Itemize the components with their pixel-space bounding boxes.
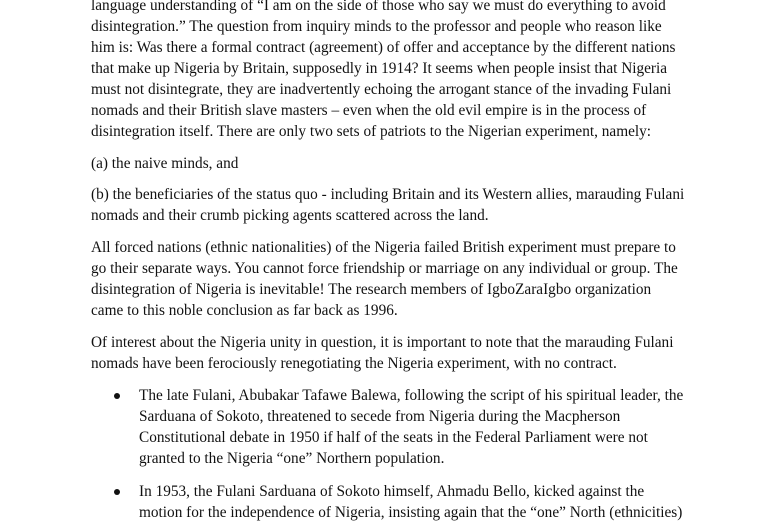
text-line: All forced nations (ethnic nationalities) of the Nigeria failed British experiment must prepare to (91, 239, 676, 256)
text-line: came to this noble conclusion as far back as 1996. (91, 302, 398, 319)
text-line: Of interest about the Nigeria unity in question, it is important to note that the marauding Fulani (91, 334, 674, 351)
text-line: Sarduana of Sokoto, threatened to secede from Nigeria during the Macpherson (139, 408, 621, 425)
text-line: disintegration.” The question from inquiry minds to the professor and people who reason like (91, 18, 662, 35)
text-line: disintegration of Nigeria is inevitable! The research members of IgboZaraIgbo organization (91, 281, 652, 298)
text-line: Constitutional debate in 1950 if half of the seats in the Federal Parliament were not (139, 429, 648, 446)
text-line: language understanding of “I am on the side of those who say we must do everything to avoid (91, 0, 666, 14)
text-line: granted to the Nigeria “one” Northern population. (139, 450, 445, 467)
bullet-icon (114, 489, 120, 495)
text-line: In 1953, the Fulani Sarduana of Sokoto himself, Ahmadu Bello, kicked against the (139, 483, 645, 500)
text-line: that make up Nigeria by Britain, supposedly in 1914? It seems when people insist that Nigeria (91, 60, 668, 77)
text-line: go their separate ways. You cannot force friendship or marriage on any individual or group. The (91, 260, 678, 277)
text-line: disintegration itself. There are only two sets of patriots to the Nigerian experiment, namely: (91, 123, 652, 140)
text-line: (b) the beneficiaries of the status quo - including Britain and its Western allies, marauding Fulani (91, 186, 685, 203)
text-line: (a) the naive minds, and (91, 155, 239, 172)
bullet-icon (114, 393, 120, 399)
text-line: must not disintegrate, they are inadvertently echoing the arrogant stance of the invading Fulani (91, 81, 672, 98)
text-line: him is: Was there a formal contract (agreement) of offer and acceptance by the different nations (91, 39, 676, 56)
text-line: nomads and their crumb picking agents scattered across the land. (91, 207, 489, 224)
text-line: nomads and their British slave masters – even when the old evil empire is in the process of (91, 102, 647, 119)
text-line: motion for the independence of Nigeria, insisting again that the “one” North (ethnicities) (139, 504, 683, 521)
text-line: The late Fulani, Abubakar Tafawe Balewa, following the script of his spiritual leader, the (139, 387, 684, 404)
text-line: nomads have been ferociously renegotiating the Nigeria experiment, with no contract. (91, 355, 617, 372)
